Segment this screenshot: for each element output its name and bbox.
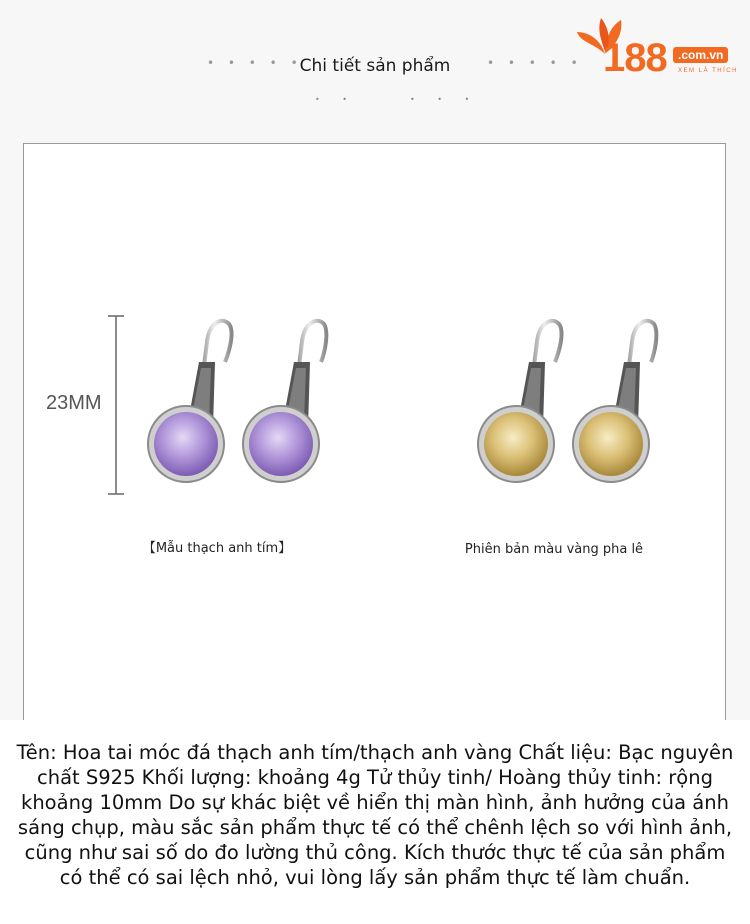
- logo-domain: .com.vn: [673, 47, 728, 63]
- decor-subdots-left: • •: [315, 95, 357, 104]
- dimension-bracket: [106, 314, 126, 496]
- logo-number: 188: [603, 36, 667, 80]
- citrine-earrings-image: [459, 312, 659, 502]
- product-description: [0, 720, 750, 924]
- decor-dots-right: • • • • •: [487, 56, 583, 70]
- description-text: Tên: Hoa tai móc đá thạch anh tím/thạch anh vàng Chất liệu: Bạc nguyên chất S925 Khối lượng: khoảng 4g Tử thủy tinh/ Hoàng thủy tinh: rộng khoảng 10mm Do sự khác biệt về hiển thị màn hình, ảnh hưởng của ánh sáng chụp, màu sắc sản phẩm thực tế có thể chênh lệch so với hình ảnh, cũng như sai số do đo lường thủ công. Kích thước thực tế của sản phẩm có thể có sai lệch nhỏ, vui lòng lấy sản phẩm thực tế làm chuẩn.: [16, 741, 734, 889]
- section-title: Chi tiết sản phẩm: [299, 56, 451, 76]
- amethyst-earrings-image: [129, 312, 329, 502]
- decor-dots-left: • • • • •: [207, 56, 303, 70]
- decor-subdots-right: • • •: [410, 95, 480, 104]
- dimension-label: 23MM: [46, 392, 102, 414]
- variant-caption-amethyst: 【Mẫu thạch anh tím】: [142, 541, 292, 556]
- variant-caption-citrine: Phiên bản màu vàng pha lê: [464, 542, 644, 557]
- brand-logo[interactable]: [575, 14, 745, 84]
- logo-tagline: XEM LÀ THÍCH: [678, 68, 738, 74]
- page-header: [0, 0, 750, 120]
- product-image-frame: [23, 143, 726, 743]
